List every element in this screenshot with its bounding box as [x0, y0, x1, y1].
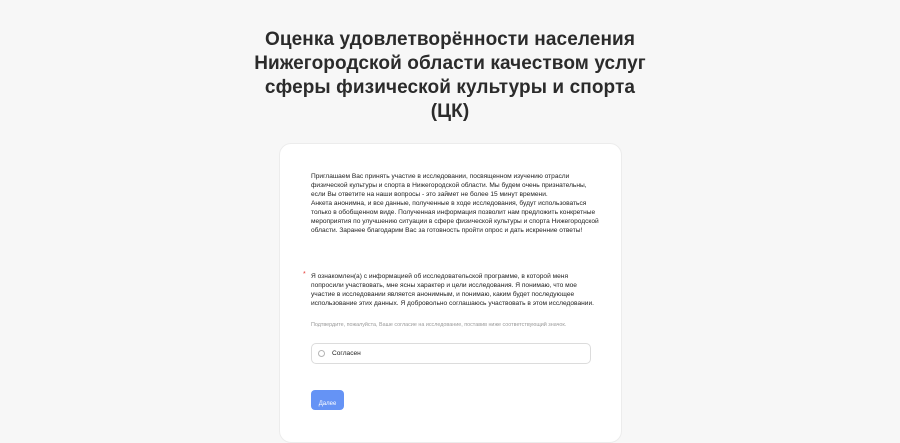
consent-question: Я ознакомлен(а) с информацией об исследовательской программе, в которой меня попросили участвовать, мне ясны характер и цели исследования. Я понимаю, что мое участие в исследовании является анонимным, и понимаю, каким будет последующее использование этих данных. Я добровольно соглашаюсь участвовать в этом исследовании.	[311, 273, 594, 307]
next-button[interactable]: Далее	[311, 390, 344, 410]
form-card	[279, 143, 622, 443]
page-title: Оценка удовлетворённости населения Нижегородской области качеством услуг сферы физической культуры и спорта (ЦК)	[254, 29, 646, 122]
radio-button-icon[interactable]	[318, 350, 325, 357]
consent-option-label: Согласен	[332, 350, 361, 357]
question-hint: Подтвердите, пожалуйста, Ваше согласие на исследование, поставив ниже соответствующий значок.	[311, 322, 567, 328]
intro-text: Приглашаем Вас принять участие в исследовании, посвященном изучению отрасли физической культуры и спорта в Нижегородской области. Мы будем очень признательны, если Вы ответите на наши вопросы - это займет не более 15 минут времени. Анкета анонимна, и все данные, полученные в ходе исследования, будут использоваться только в обобщенном виде. Полученная информация позволит нам предложить конкретные мероприятия по улучшению ситуации в сфере физической культуры и спорта Нижегородской области. Заранее благодарим Вас за готовность пройти опрос и дать искренние ответы!	[311, 173, 599, 234]
required-marker: *	[303, 271, 306, 278]
consent-option[interactable]	[311, 343, 591, 364]
